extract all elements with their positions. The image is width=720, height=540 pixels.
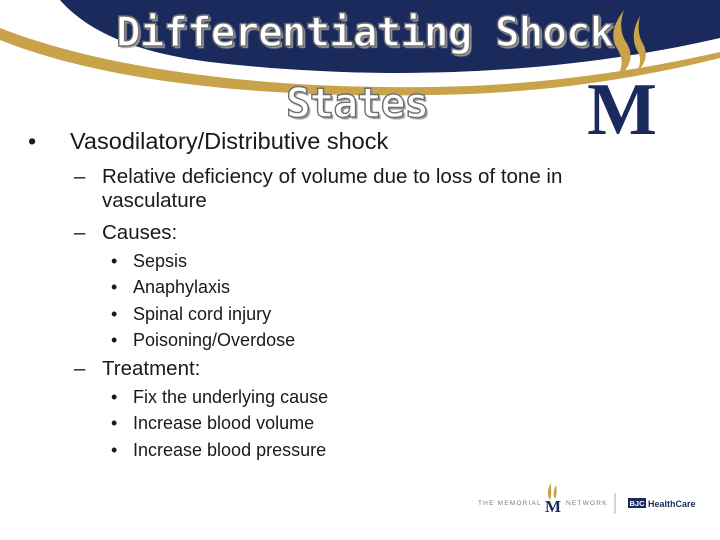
dash-glyph: – (74, 221, 86, 244)
memorial-logo-icon (576, 6, 668, 134)
bullet-glyph: • (28, 128, 37, 154)
footer-network-left: THE MEMORIAL (478, 500, 542, 507)
causes-list (111, 248, 295, 353)
treatment-list (111, 384, 328, 463)
list-item: • Increase blood volume (111, 413, 315, 434)
slide-title-line2: States (286, 79, 429, 127)
list-item: • Increase blood pressure (111, 439, 327, 460)
subbullet-text-continued: vasculature (102, 189, 207, 212)
subbullet-text: Treatment: (102, 357, 201, 380)
dash-glyph: – (74, 357, 86, 380)
subbullet-text: Causes: (102, 221, 178, 244)
footer-network-letter: M (544, 497, 562, 516)
list-item: • Anaphylaxis (111, 277, 231, 298)
footer-network-right: NETWORK (566, 500, 608, 507)
subbullet-text: Relative deficiency of volume due to loss of tone in (102, 165, 563, 188)
list-item: • Spinal cord injury (111, 303, 272, 324)
footer-healthcare: HealthCare (648, 499, 696, 509)
footer-bjc: BJC (629, 499, 645, 508)
slide-title-line1: Differentiating Shock (116, 8, 614, 56)
bullet-text: Vasodilatory/Distributive shock (70, 128, 389, 154)
dash-glyph: – (74, 165, 86, 188)
bullet-distributive-shock (28, 128, 388, 155)
list-item: • Poisoning/Overdose (111, 329, 296, 350)
list-item: • Sepsis (111, 251, 188, 271)
footer-network-logo (470, 478, 700, 516)
logo-letter: M (587, 69, 657, 134)
list-item: • Fix the underlying cause (111, 387, 329, 407)
